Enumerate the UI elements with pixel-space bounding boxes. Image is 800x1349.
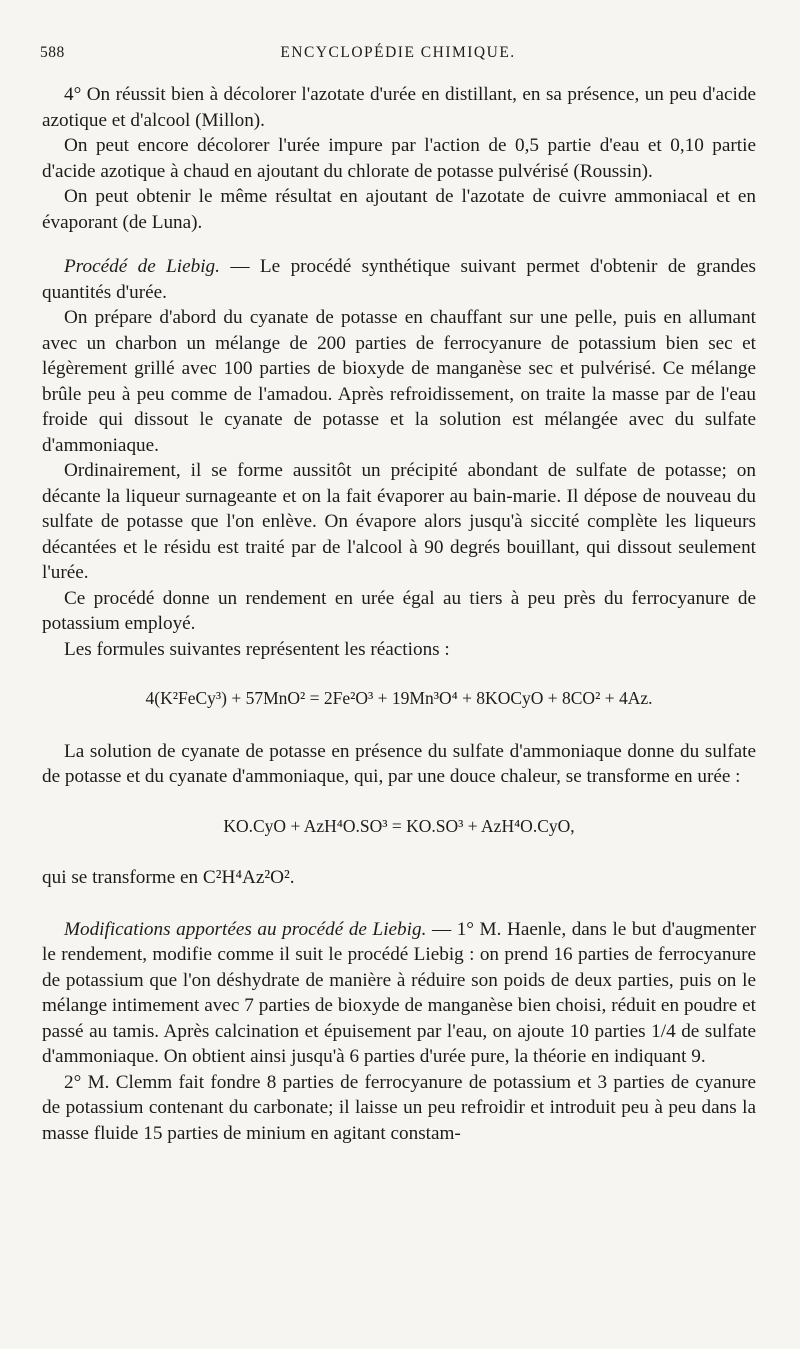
paragraph: Les formules suivantes représentent les réactions : bbox=[64, 638, 450, 660]
section-title: Procédé de Liebig. bbox=[64, 256, 220, 277]
page-header bbox=[40, 44, 756, 68]
running-title: ENCYCLOPÉDIE CHIMIQUE. bbox=[280, 44, 516, 61]
chemical-equation bbox=[42, 814, 756, 840]
page-body bbox=[42, 82, 756, 1146]
paragraph: Ordinairement, il se forme aussitôt un précipité abondant de sulfate de potasse; on décante la liqueur surnageante et on la fait évaporer au bain-marie. Il dépose de nouveau du sulfate de potasse que l'on enlève. On évapore alors jusqu'à siccité complète les liqueurs décantées et le résidu est traité par de l'alcool à 90 degrés bouillant, qui dissout seulement l'urée. bbox=[42, 460, 756, 583]
paragraph-liebig bbox=[42, 254, 756, 305]
equation-text: KO.CyO + AzH⁴O.SO³ = KO.SO³ + AzH⁴O.CyO, bbox=[223, 815, 575, 836]
paragraph-text: — 1° M. Haenle, dans le but d'augmenter le rendement, modifie comme il suit le procédé Liebig : on prend 16 parties de ferrocyanure de potassium que l'on déshydrate de manière à réduire son poids de deux parties, puis on le mélange intimement avec 7 parties de bioxyde de manganèse bien choisi, réduit en poudre et passé au tamis. Après calcination et épuisement par l'eau, on ajoute 10 parties 1/4 de sulfate d'ammoniaque. On obtient ainsi jusqu'à 6 parties d'urée pure, la théorie en indiquant 9. bbox=[42, 918, 756, 1067]
paragraph: On prépare d'abord du cyanate de potasse en chauffant sur une pelle, puis en allumant avec un charbon un mélange de 200 parties de ferrocyanure de potassium bien sec et légèrement grillé avec 100 parties de bioxyde de manganèse sec et pulvérisé. Ce mélange brûle peu à peu comme de l'amadou. Après refroidissement, on traite la masse par de l'eau froide qui dissout le cyanate de potasse et la solution est mélangée avec du sulfate d'ammoniaque. bbox=[42, 307, 756, 456]
paragraph: Ce procédé donne un rendement en urée égal au tiers à peu près du ferrocyanure de potassium employé. bbox=[42, 587, 756, 634]
paragraph: On peut encore décolorer l'urée impure par l'action de 0,5 partie d'eau et 0,10 partie d'acide azotique à chaud en ajoutant du chlorate de potasse pulvérisé (Roussin). bbox=[42, 135, 756, 182]
paragraph-modifications bbox=[42, 917, 756, 1070]
equation-text: 4(K²FeCy³) + 57MnO² = 2Fe²O³ + 19Mn³O⁴ + 8KOCyO + 8CO² + 4Az. bbox=[145, 688, 653, 708]
section-title: Modifications apportées au procédé de Liebig. bbox=[64, 918, 427, 940]
page-number: 588 bbox=[40, 44, 65, 61]
paragraph: On peut obtenir le même résultat en ajoutant de l'azotate de cuivre ammoniacal et en évaporant (de Luna). bbox=[42, 186, 756, 233]
paragraph: 2° M. Clemm fait fondre 8 parties de ferrocyanure de potassium et 3 parties de cyanure de potassium contenant du carbonate; il laisse un peu refroidir et introduit peu à peu dans la masse fluide 15 parties de minium en agitant constam- bbox=[42, 1071, 756, 1144]
paragraph-text: — Le procédé synthétique suivant permet d'obtenir de grandes quantités d'urée. bbox=[42, 256, 757, 303]
paragraph: 4° On réussit bien à décolorer l'azotate d'urée en distillant, en sa présence, un peu d'acide azotique et d'alcool (Millon). bbox=[42, 84, 756, 131]
paragraph: qui se transforme en C²H⁴Az²O². bbox=[42, 867, 295, 888]
chemical-equation bbox=[42, 686, 756, 712]
paragraph: La solution de cyanate de potasse en présence du sulfate d'ammoniaque donne du sulfate de potasse et du cyanate d'ammoniaque, qui, par une douce chaleur, se transforme en urée : bbox=[42, 740, 756, 787]
